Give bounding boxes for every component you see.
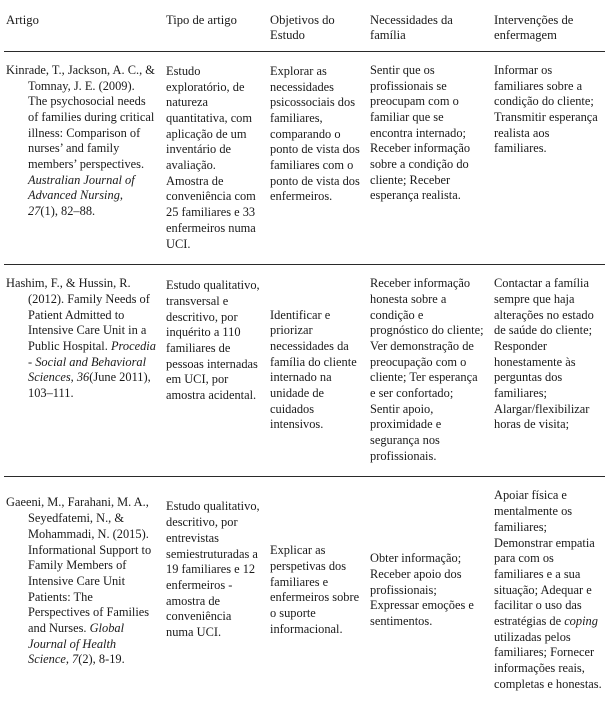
objectives-text: Identificar e priorizar necessidades da família do cliente internado na unidade de cuidados intensivos. (270, 307, 357, 432)
cell-objetivos (268, 51, 368, 264)
citation-journal: Australian Journal of Advanced Nursing, 27 (28, 172, 135, 219)
table-row (4, 265, 605, 477)
interventions-term-coping: coping (564, 613, 598, 628)
nursing-interventions-text (494, 488, 603, 692)
cell-artigo (4, 477, 164, 704)
cell-necessidades (368, 477, 492, 704)
table-body (4, 51, 605, 704)
citation-authors-title: Hashim, F., & Hussin, R. (2012). Family Needs of Patient Admitted to Intensive Care Unit in a Public Hospital. (6, 276, 150, 353)
cell-tipo-de-artigo (164, 477, 268, 704)
table-header-row (4, 0, 605, 51)
study-type-text: Estudo qualitativo, transversal e descritivo, por inquérito a 110 familiares de pessoas internadas em UCI, por amostra acidental. (166, 278, 260, 403)
cell-intervencoes (492, 477, 605, 704)
objectives-text: Explicar as perspetivas dos familiares e enfermeiros sobre o suporte informacional. (270, 543, 360, 636)
objectives-text: Explorar as necessidades psicossociais dos familiares, comparando o ponto de vista dos familiares com o ponto de vista dos enfermeiros. (270, 63, 360, 204)
cell-artigo (4, 51, 164, 264)
cell-necessidades (368, 51, 492, 264)
citation-reference (6, 276, 156, 402)
cell-objetivos (268, 477, 368, 704)
column-header-intervencoes-de-enfermagem: Intervenções de enfermagem (492, 0, 605, 51)
citation-reference (6, 495, 156, 668)
table-header (4, 0, 605, 51)
nursing-interventions-text: Informar os familiares sobre a condição do cliente; Transmitir esperança realista aos familiares. (494, 62, 598, 156)
citation-issue-pages: (1), 82–88. (40, 204, 96, 219)
study-type-text: Estudo qualitativo, descritivo, por entrevistas semiestruturadas a 19 familiares e 12 enfermeiros - amostra de conveniência numa UCI. (166, 499, 260, 639)
table-row (4, 51, 605, 264)
column-header-tipo-de-artigo: Tipo de artigo (164, 0, 268, 51)
column-header-artigo: Artigo (4, 0, 164, 51)
cell-artigo (4, 265, 164, 477)
citation-reference (6, 63, 156, 220)
column-header-necessidades-da-familia: Necessidades da família (368, 0, 492, 51)
cell-tipo-de-artigo (164, 51, 268, 264)
family-needs-text: Obter informação; Receber apoio dos profissionais; Expressar emoções e sentimentos. (370, 551, 474, 628)
column-header-objetivos-do-estudo: Objetivos do Estudo (268, 0, 368, 51)
citation-journal: Procedia - Social and Behavioral Sciences, 36 (28, 338, 156, 385)
table-row (4, 477, 605, 704)
cell-intervencoes (492, 265, 605, 477)
family-needs-text: Sentir que os profissionais se preocupam com o familiar que se encontra internado; Receber informação sobre a condição do cliente; Receber esperança realista. (370, 62, 471, 203)
citation-authors-title: Kinrade, T., Jackson, A. C., & Tomnay, J. E. (2009). The psychosocial needs of families during critical illness: Comparison of nurses’ and family members’ perspectives. (6, 62, 155, 172)
interventions-part-one: Apoiar física e mentalmente os familiares; Demonstrar empatia para com os familiares e a sua situação; Adequar e facilitar o uso das estratégias de (494, 488, 595, 628)
interventions-part-two: utilizadas pelos familiares; Fornecer informações reais, completas e honestas. (494, 629, 602, 691)
citation-issue-pages: (2), 8-19. (78, 652, 125, 667)
citation-issue-pages: (June 2011), 103–111. (28, 370, 151, 401)
family-needs-text: Receber informação honesta sobre a condição e prognóstico do cliente; Ver demonstração de preocupação com o cliente; Ter esperança e ser confortado; Sentir apoio, proximidade e segurança nos profissionais. (370, 276, 484, 463)
nursing-interventions-text: Contactar a família sempre que haja alterações no estado de saúde do cliente; Responder honestamente às perguntas dos familiares; Alargar/flexibilizar horas de visita; (494, 276, 594, 432)
study-type-text: Estudo exploratório, de natureza quantitativa, com aplicação de um inventário de avaliação. Amostra de conveniência com 25 familiares e 33 enfermeiros numa UCI. (166, 63, 256, 251)
citation-authors-title: Gaeeni, M., Farahani, M. A., Seyedfatemi, N., & Mohammadi, N. (2015). Informational Support to Family Members of Intensive Care Unit Patients: The Perspectives of Families and Nurses. (6, 495, 152, 635)
cell-necessidades (368, 265, 492, 477)
literature-review-table (4, 0, 605, 704)
citation-journal: Global Journal of Health Science, 7 (28, 620, 125, 667)
cell-intervencoes (492, 51, 605, 264)
cell-tipo-de-artigo (164, 265, 268, 477)
cell-objetivos (268, 265, 368, 477)
